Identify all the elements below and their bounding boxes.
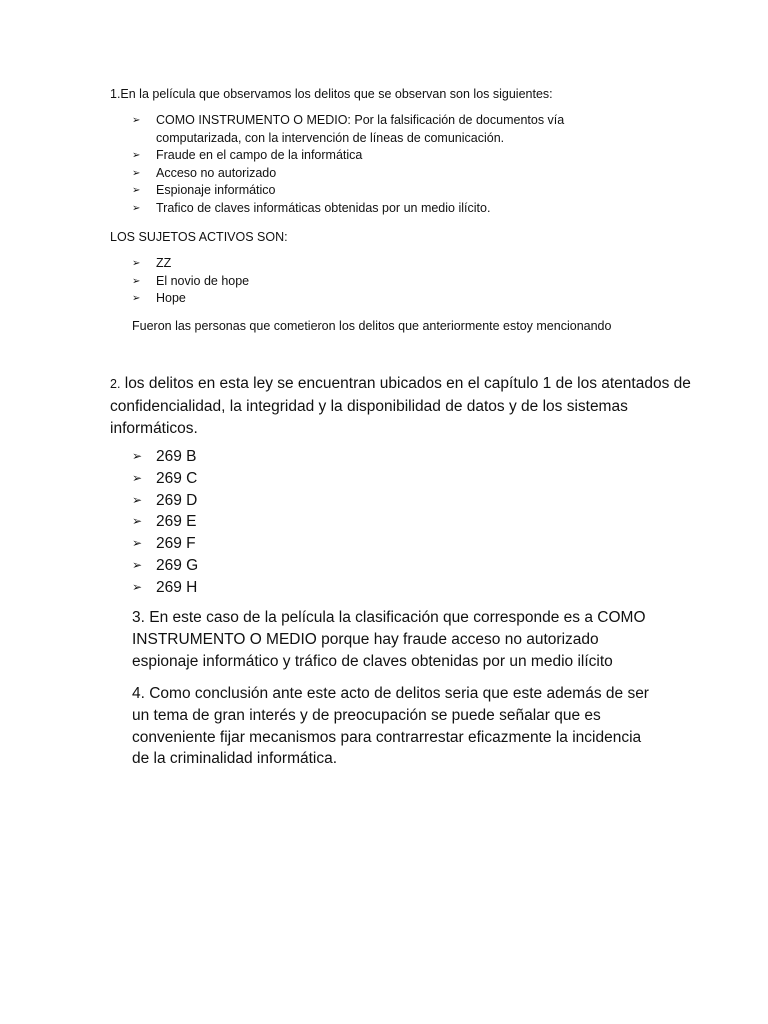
list-item: ➢ 269 B bbox=[132, 446, 432, 468]
articles-list bbox=[132, 446, 432, 599]
arrow-bullet-icon: ➢ bbox=[132, 202, 141, 214]
arrow-bullet-icon: ➢ bbox=[132, 514, 143, 529]
arrow-bullet-icon: ➢ bbox=[132, 150, 141, 161]
subjects-note: Fueron las personas que cometieron los delitos que anteriormente estoy mencionando bbox=[132, 319, 612, 333]
question-1-text: 1.En la película que observamos los delitos que se observan son los siguientes: bbox=[110, 87, 553, 101]
list-item: ➢ 269 H bbox=[132, 577, 432, 599]
arrow-bullet-icon: ➢ bbox=[132, 536, 143, 551]
arrow-bullet-icon: ➢ bbox=[132, 115, 141, 126]
arrow-bullet-icon: ➢ bbox=[132, 470, 143, 485]
arrow-bullet-icon: ➢ bbox=[132, 185, 141, 196]
list-item: ➢ Acceso no autorizado bbox=[132, 165, 582, 183]
arrow-bullet-icon: ➢ bbox=[132, 258, 141, 269]
list-item: ➢ 269 G bbox=[132, 555, 432, 577]
subjects-list bbox=[132, 255, 582, 308]
list-item: ➢ El novio de hope bbox=[132, 273, 582, 291]
arrow-bullet-icon: ➢ bbox=[132, 579, 143, 594]
list-item: ➢ 269 C bbox=[132, 468, 432, 490]
list-item: ➢ Fraude en el campo de la informática bbox=[132, 147, 582, 165]
list-item: ➢ Hope bbox=[132, 290, 582, 308]
arrow-bullet-icon: ➢ bbox=[132, 492, 143, 507]
list-item: ➢ ZZ bbox=[132, 255, 582, 273]
list-item: ➢ Trafico de claves informáticas obtenidas por un medio ilícito. bbox=[132, 200, 582, 218]
crimes-list bbox=[132, 112, 582, 217]
arrow-bullet-icon: ➢ bbox=[132, 557, 143, 572]
question-3-text: 3. En este caso de la película la clasificación que corresponde es a COMO INSTRUMENTO O MEDIO porque hay fraude acceso no autorizado espionaje informático y tráfico de claves obtenidas por un medio ilícito bbox=[132, 609, 646, 670]
question-2-number: 2. bbox=[110, 377, 121, 391]
list-item: ➢ COMO INSTRUMENTO O MEDIO: Por la falsificación de documentos vía computarizada, con la intervención de líneas de comunicación. bbox=[132, 113, 565, 145]
arrow-bullet-icon: ➢ bbox=[132, 449, 143, 463]
question-4-text: 4. Como conclusión ante este acto de delitos seria que este además de ser un tema de gran interés y de preocupación se puede señalar que es conveniente fijar mecanismos para contrarrestar eficazmente la incidencia de la criminalidad informática. bbox=[132, 685, 649, 768]
question-2-text: 2. los delitos en esta ley se encuentran ubicados en el capítulo 1 de los atentados de confidencialidad, la integridad y la disponibilidad de datos y de los sistemas informáticos. bbox=[110, 375, 691, 437]
arrow-bullet-icon: ➢ bbox=[132, 167, 141, 179]
list-item: ➢ 269 D bbox=[132, 490, 432, 512]
subjects-heading: LOS SUJETOS ACTIVOS SON: bbox=[110, 230, 288, 244]
list-item: ➢ 269 E bbox=[132, 511, 432, 533]
arrow-bullet-icon: ➢ bbox=[132, 293, 141, 304]
list-item: ➢ 269 F bbox=[132, 533, 432, 555]
list-item: ➢ Espionaje informático bbox=[132, 182, 582, 200]
arrow-bullet-icon: ➢ bbox=[132, 275, 141, 287]
